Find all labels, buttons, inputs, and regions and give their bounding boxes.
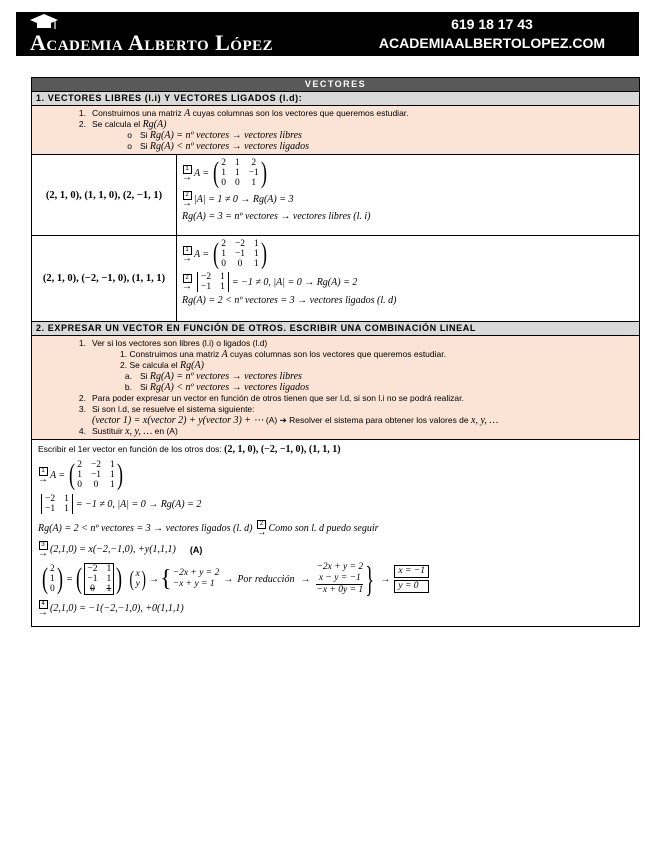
example2-vectors: (2, 1, 0), (−2, −1, 0), (1, 1, 1) [32,236,177,321]
section1-instructions [32,105,639,154]
minor-determinant: −2 1 −1 1 [197,272,229,292]
section2-instructions: 1. Ver si los vectores son libres (l.i) o ligados (l.d) 1. Construimos una matriz A cuyas columnas son los vectores que queremos estudiar. 2. Se calcula el Rg(A) a. Si Rg(A) = nº vectores → vectores libres b. Si Rg(A) < nº vectores → vectores ligados 2. Para poder expresar un vector en función de otros tienen que ser l.d, si son l.i no se podrá realizar. 3. Si son l.d, se resuelve el sistema siguiente: (vector 1) = x(vector 2) + y(vector 3) + ⋯ (A) ➔ Resolver el sistema para obtener los valores de x, y, … 4. Sustituir x, y, … en (A) [32,335,639,439]
section1-heading: 1. VECTORES LIBRES (l.i) Y VECTORES LIGADOS (l.d): [32,91,639,105]
example2-det: = −1 ≠ 0, |A| = 0 → Rg(A) = 2 [231,276,358,288]
final-combination: (2,1,0) = −1(−2,−1,0), +0(1,1,1) [50,603,184,614]
contact-info [379,15,605,53]
section2-heading: 2. EXPRESAR UN VECTOR EN FUNCIÓN DE OTROS. ESCRIBIR UNA COMBINACIÓN LINEAL [32,321,639,335]
example1-det: |A| = 1 ≠ 0 → Rg(A) = 3 [194,194,294,205]
doc-title: VECTORES [32,77,639,91]
example2-conclusion: Rg(A) = 2 < nº vectores = 3 → vectores ligados (l. d) [182,295,397,306]
s1-step-2: 2. Se calcula el Rg(A) [78,119,167,130]
website-link[interactable]: ACADEMIAALBERTOLOPEZ.COM [378,35,605,51]
phone-number: 619 18 17 43 [451,16,533,32]
s1-bullet-2: o Si Rg(A) < nº vectores → vectores ligados [127,141,309,152]
logo-text: Academia Alberto López [30,30,274,55]
matrix-a: ( 2 1 2 1 1 −1 0 0 1 ) [213,156,267,189]
section2-example: Escribir el 1er vector en función de los otros dos: (2, 1, 0), (−2, −1, 0), (1, 1, 1) 1 → A = ( 2 −2 1 1 −1 1 0 0 1 ) −2 1 −1 1 = −1 ≠ 0, |A| = 0 → Rg(A) = 2 Rg(A) = 2 < nº vectores = 3 → vectores ligados (l. d) 2 → Como son l. d puedo seguir 3 → (2,1,0) = x(−2,−1,0), +y(1,1,1) (A) ( 2 1 0 ) = ( −2 1 −1 1 0 1 ) ( x y ) → { −2x + y = 2 −x + y = 1 → Por reducción → −2x + y = 2 x − y = −1 −x + 0y = 1 } → x = −1 y = 0 4 → (2,1,0) = −1(−2,−1,0), +0(1,1,1) [32,439,639,626]
example1-vectors: (2, 1, 0), (1, 1, 0), (2, −1, 1) [32,155,177,235]
matrix-a: ( 2 −2 1 1 −1 1 0 0 1 ) [69,458,123,491]
document-body [31,77,640,627]
example1-conclusion: Rg(A) = 3 = nº vectores → vectores libres (l. i) [182,211,371,222]
page-header [16,12,639,56]
matrix-a: ( 2 −2 1 1 −1 1 0 0 1 ) [213,237,267,270]
example2-work: 1 → A = ( 2 −2 1 1 −1 1 0 0 1 ) 2 → −2 1 −1 1 = −1 ≠ 0, |A| = 0 → Rg(A) = 2 Rg(A) = 2 < nº vectores = 3 → vectores ligados (l. d) [182,237,397,306]
solution-box: x = −1 y = 0 [394,564,429,594]
minor-determinant: −2 1 −1 1 [41,494,73,514]
s1-step-1: 1. Construimos una matriz A cuyas columnas son los vectores que queremos estudiar. [78,108,409,119]
example1-work: 1 → A = ( 2 1 2 1 1 −1 0 0 1 ) 2 → |A| = 1 ≠ 0 → Rg(A) = 3 Rg(A) = 3 = nº vectores → vectores libres (l. i) [182,156,371,222]
s1-bullet-1: o Si Rg(A) = nº vectores → vectores libres [127,130,302,141]
example1-row [32,154,639,235]
example2-row [32,235,639,321]
